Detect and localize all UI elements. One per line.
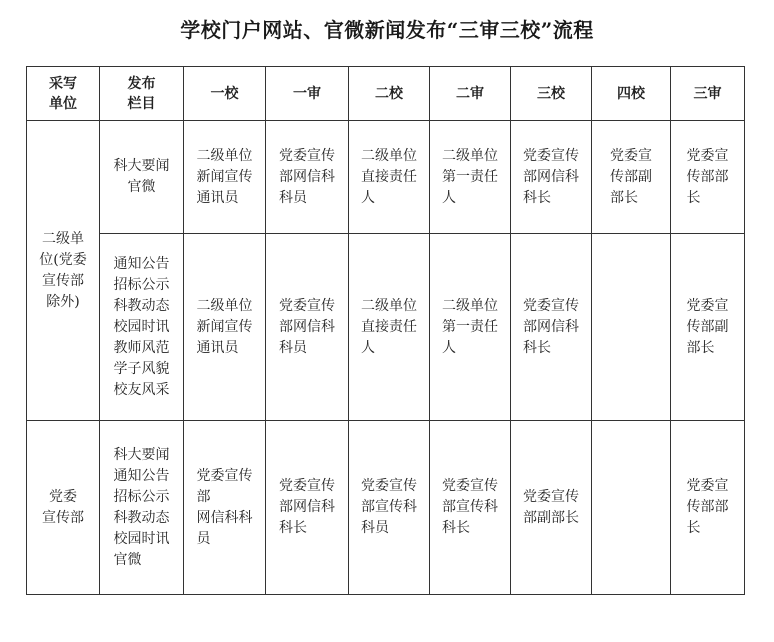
step-cell: 二级单位 新闻宣传 通讯员 xyxy=(184,121,266,234)
table-row xyxy=(27,421,745,595)
step-cell: 二级单位 新闻宣传 通讯员 xyxy=(184,234,266,421)
step-cell: 党委宣传 部网信科 科长 xyxy=(511,234,592,421)
step-cell-empty xyxy=(592,234,671,421)
table-header-row xyxy=(27,67,745,121)
review-process-table xyxy=(26,66,745,595)
header-proofread-3: 三校 xyxy=(511,67,592,121)
step-cell: 党委宣传 部副部长 xyxy=(511,421,592,595)
step-cell: 党委宣 传部副 部长 xyxy=(592,121,671,234)
header-review-3: 三审 xyxy=(671,67,745,121)
table-row xyxy=(27,234,745,421)
header-proofread-4: 四校 xyxy=(592,67,671,121)
header-review-1: 一审 xyxy=(266,67,349,121)
header-publish-column: 发布 栏目 xyxy=(100,67,184,121)
page-title: 学校门户网站、官微新闻发布“三审三校”流程 xyxy=(180,18,594,42)
step-cell: 二级单位 直接责任 人 xyxy=(349,234,430,421)
step-cell: 党委宣传 部网信科 科员 xyxy=(266,121,349,234)
step-cell: 党委宣传 部网信科 科长 xyxy=(511,121,592,234)
step-cell: 二级单位 第一责任 人 xyxy=(430,121,511,234)
header-review-2: 二审 xyxy=(430,67,511,121)
unit-cell-secondary-units: 二级单 位(党委 宣传部 除外) xyxy=(27,121,100,421)
step-cell: 二级单位 直接责任 人 xyxy=(349,121,430,234)
column-cell: 科大要闻 通知公告 招标公示 科教动态 校园时讯 官微 xyxy=(100,421,184,595)
table-row xyxy=(27,121,745,234)
unit-cell-publicity-dept: 党委 宣传部 xyxy=(27,421,100,595)
step-cell: 党委宣传 部网信科 科员 xyxy=(266,234,349,421)
step-cell-empty xyxy=(592,421,671,595)
step-cell: 党委宣传 部 网信科科 员 xyxy=(184,421,266,595)
step-cell: 党委宣 传部部 长 xyxy=(671,421,745,595)
column-cell: 科大要闻 官微 xyxy=(100,121,184,234)
step-cell: 党委宣 传部部 长 xyxy=(671,121,745,234)
header-proofread-1: 一校 xyxy=(184,67,266,121)
step-cell: 二级单位 第一责任 人 xyxy=(430,234,511,421)
header-writing-unit: 采写 单位 xyxy=(27,67,100,121)
step-cell: 党委宣 传部副 部长 xyxy=(671,234,745,421)
step-cell: 党委宣传 部网信科 科长 xyxy=(266,421,349,595)
step-cell: 党委宣传 部宣传科 科员 xyxy=(349,421,430,595)
step-cell: 党委宣传 部宣传科 科长 xyxy=(430,421,511,595)
header-proofread-2: 二校 xyxy=(349,67,430,121)
column-cell: 通知公告 招标公示 科教动态 校园时讯 教师风范 学子风貌 校友风采 xyxy=(100,234,184,421)
